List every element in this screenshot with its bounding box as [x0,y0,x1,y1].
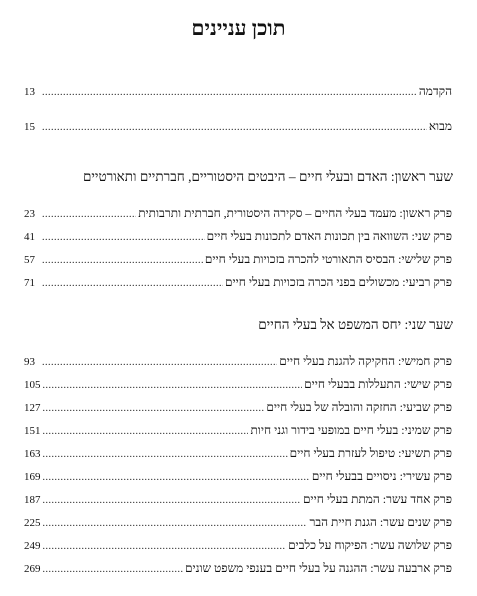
toc-entry-chapter[interactable] [24,354,452,372]
toc-entry-chapter[interactable] [24,446,452,464]
toc-entry-page: 163 [24,448,41,460]
toc-entry-page: 23 [24,208,35,220]
toc-entry-label: פרק חמישי: החקיקה להגנת בעלי חיים [279,354,452,368]
toc-entry-chapter[interactable] [24,229,452,247]
toc-entry-label: פרק ארבעה עשר: ההגנה על בעלי חיים בענפי משפט שונים [184,561,452,575]
toc-entry-chapter[interactable] [24,423,452,441]
leader-dots [43,541,287,552]
leader-dots [43,564,183,575]
toc-entry-label: פרק תשיעי: טיפול לעזרת בעלי חיים [289,446,452,460]
leader-dots [43,403,265,414]
toc-entry-page: 249 [24,540,41,552]
toc-entry-label: פרק עשירי: ניסויים בבעלי חיים [311,469,452,483]
toc-entry-label: פרק רביעי: מכשולים בפני הכרה בזכויות בעלי חיים [225,275,452,289]
leader-dots [42,87,417,98]
toc-entry-label: פרק שנים עשר: הגנת חיית הבר [309,515,452,529]
toc-entry-label: מבוא [428,119,452,133]
leader-dots [42,232,205,243]
toc-entry-page: 127 [24,402,41,414]
leader-dots [42,357,277,368]
leader-dots [42,255,203,266]
leader-dots [42,209,136,220]
toc-entry-page: 225 [24,517,41,529]
toc-entry-chapter[interactable] [24,538,452,556]
toc-entry-label: פרק שביעי: החזקה והובלה של בעלי חיים [266,400,452,414]
toc-entry-label: פרק שישי: התעללות בבעלי חיים [304,377,452,391]
toc-entry-page: 151 [24,425,41,437]
toc-entry-page: 105 [24,379,41,391]
toc-entry-chapter[interactable] [24,515,452,533]
toc-entry-label: הקדמה [418,84,452,98]
toc-entry-label: פרק ראשון: מעמד בעלי החיים – סקירה היסטורית, חברתית ותרבותית [138,206,452,220]
toc-entry-page: 187 [24,494,41,506]
toc-entry-chapter[interactable] [24,400,452,418]
leader-dots [43,495,301,506]
toc-entry-page: 71 [24,277,35,289]
leader-dots [43,518,308,529]
leader-dots [43,426,249,437]
leader-dots [43,449,288,460]
part-heading: שער שני: יחס המשפט אל בעלי החיים [258,317,453,332]
toc-entry-page: 93 [24,356,35,368]
toc-entry-page: 169 [24,471,41,483]
toc-entry-page: 269 [24,563,41,575]
leader-dots [42,122,427,133]
toc-entry-chapter[interactable] [24,561,452,579]
toc-entry-chapter[interactable] [24,252,452,270]
toc-entry-label: פרק שמיני: בעלי חיים במופעי בידור וגני חיות [250,423,452,437]
toc-entry-chapter[interactable] [24,492,452,510]
toc-entry-page: 57 [24,254,35,266]
toc-entry-label: פרק שלושה עשר: הפיקוח על כלבים [288,538,452,552]
toc-entry-preface[interactable] [24,119,452,137]
leader-dots [42,278,223,289]
page-title: תוכן עניינים [191,16,286,40]
leader-dots [43,380,303,391]
toc-entry-chapter[interactable] [24,469,452,487]
toc-entry-chapter[interactable] [24,206,452,224]
toc-entry-label: פרק אחד עשר: המתת בעלי חיים [302,492,452,506]
toc-entry-page: 15 [24,121,35,133]
toc-entry-chapter[interactable] [24,275,452,293]
toc-entry-chapter[interactable] [24,377,452,395]
toc-entry-label: פרק שני: השוואה בין תכונות האדם לתכונות בעלי חיים [206,229,452,243]
part-heading: שער ראשון: האדם ובעלי חיים – היבטים היסטוריים, חברתיים ותאורטיים [82,169,453,184]
toc-entry-page: 41 [24,231,35,243]
toc-entry-page: 13 [24,86,35,98]
toc-entry-introduction[interactable] [24,84,452,102]
leader-dots [43,472,310,483]
toc-entry-label: פרק שלישי: הבסיס התאורטי להכרה בזכויות בעלי חיים [204,252,452,266]
